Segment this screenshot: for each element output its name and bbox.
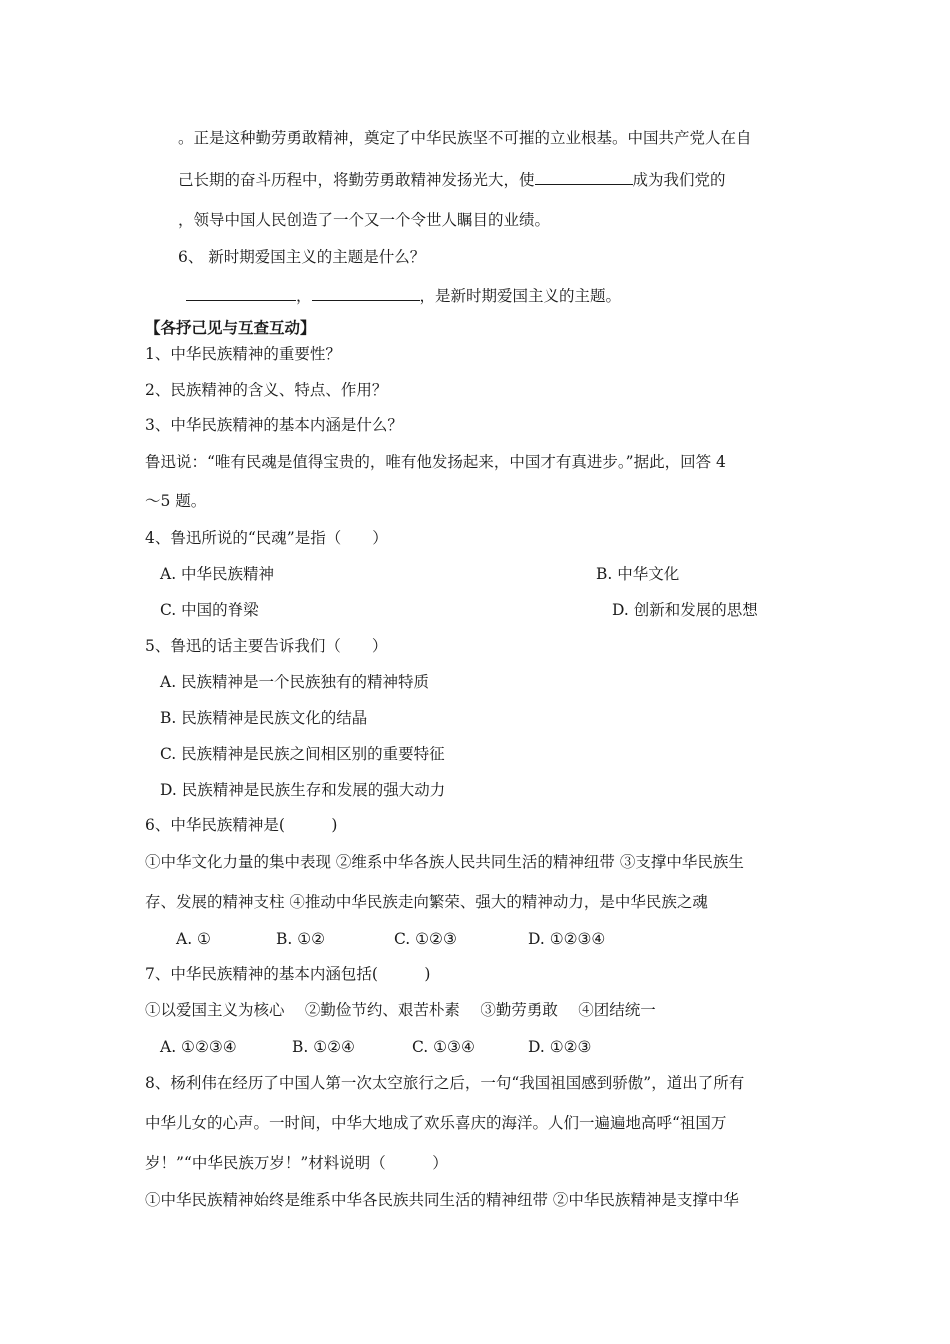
question-6-fill: 6、 新时期爱国主义的主题是什么？: [178, 248, 426, 266]
option-c: C. 民族精神是民族之间相区别的重要特征: [160, 745, 445, 763]
question-8-line-3: 岁！”“中华民族万岁！”材料说明（ ）: [145, 1154, 448, 1172]
option-d: D. ①②③: [528, 1038, 592, 1056]
option-a: A. 民族精神是一个民族独有的精神特质: [160, 673, 430, 691]
question-6-stem: 6、中华民族精神是( ): [145, 816, 338, 834]
discussion-question: 1、中华民族精神的重要性？: [145, 345, 341, 363]
separator: ，: [296, 287, 312, 305]
option-b: B. 中华文化: [596, 565, 680, 583]
intro-line-3: ，领导中国人民创造了一个又一个令世人瞩目的业绩。: [178, 211, 551, 229]
intro-line-1: 。正是这种勤劳勇敢精神，奠定了中华民族坚不可摧的立业根基。中国共产党人在自: [178, 129, 752, 147]
question-8-line-1: 8、杨利伟在经历了中国人第一次太空旅行之后，一句“我国祖国感到骄傲”，道出了所有: [145, 1074, 745, 1092]
fill-blank[interactable]: [312, 285, 420, 301]
fill-blank[interactable]: [535, 169, 633, 185]
option-c: C. 中国的脊梁: [160, 601, 259, 619]
section-title: 【各抒己见与互查互动】: [145, 319, 316, 337]
discussion-question: 3、中华民族精神的基本内涵是什么？: [145, 416, 403, 434]
answer-6-fill: [186, 285, 621, 306]
fill-blank[interactable]: [186, 285, 296, 301]
answer-tail: ，是新时期爱国主义的主题。: [419, 287, 622, 305]
question-8-line-4: ①中华民族精神始终是维系中华各民族共同生活的精神纽带 ②中华民族精神是支撑中华: [145, 1191, 739, 1209]
intro-line-2: [178, 169, 726, 190]
option-b: B. 民族精神是民族文化的结晶: [160, 709, 368, 727]
option-c: C. ①③④: [412, 1038, 475, 1056]
question-5-stem: 5、鲁迅的话主要告诉我们（ ）: [145, 637, 388, 655]
question-7-statements: ①以爱国主义为核心 ②勤俭节约、艰苦朴素 ③勤劳勇敢 ④团结统一: [145, 1001, 656, 1019]
passage-line-2: ～5 题。: [145, 492, 207, 510]
question-8-line-2: 中华儿女的心声。一时间，中华大地成了欢乐喜庆的海洋。人们一遍遍地高呼“祖国万: [145, 1114, 727, 1132]
option-a: A. ①: [176, 930, 211, 948]
passage-line-1: 鲁迅说：“唯有民魂是值得宝贵的，唯有他发扬起来，中国才有真进步。”据此，回答 4: [145, 453, 726, 471]
intro-line-2-tail: 成为我们党的: [632, 171, 726, 189]
question-6-statements-1: ①中华文化力量的集中表现 ②维系中华各族人民共同生活的精神纽带 ③支撑中华民族生: [145, 853, 744, 871]
intro-line-2-text: 己长期的奋斗历程中，将勤劳勇敢精神发扬光大，使: [178, 171, 535, 189]
option-a: A. ①②③④: [160, 1038, 237, 1056]
option-d: D. 创新和发展的思想: [612, 601, 758, 619]
question-7-stem: 7、中华民族精神的基本内涵包括( ): [145, 965, 431, 983]
question-4-stem: 4、鲁迅所说的“民魂”是指（ ）: [145, 529, 388, 547]
question-6-statements-2: 存、发展的精神支柱 ④推动中华民族走向繁荣、强大的精神动力，是中华民族之魂: [145, 893, 708, 911]
discussion-question: 2、民族精神的含义、特点、作用？: [145, 381, 388, 399]
option-c: C. ①②③: [394, 930, 457, 948]
option-d: D. 民族精神是民族生存和发展的强大动力: [160, 781, 446, 799]
option-a: A. 中华民族精神: [160, 565, 275, 583]
option-b: B. ①②: [276, 930, 326, 948]
option-b: B. ①②④: [292, 1038, 355, 1056]
option-d: D. ①②③④: [528, 930, 606, 948]
